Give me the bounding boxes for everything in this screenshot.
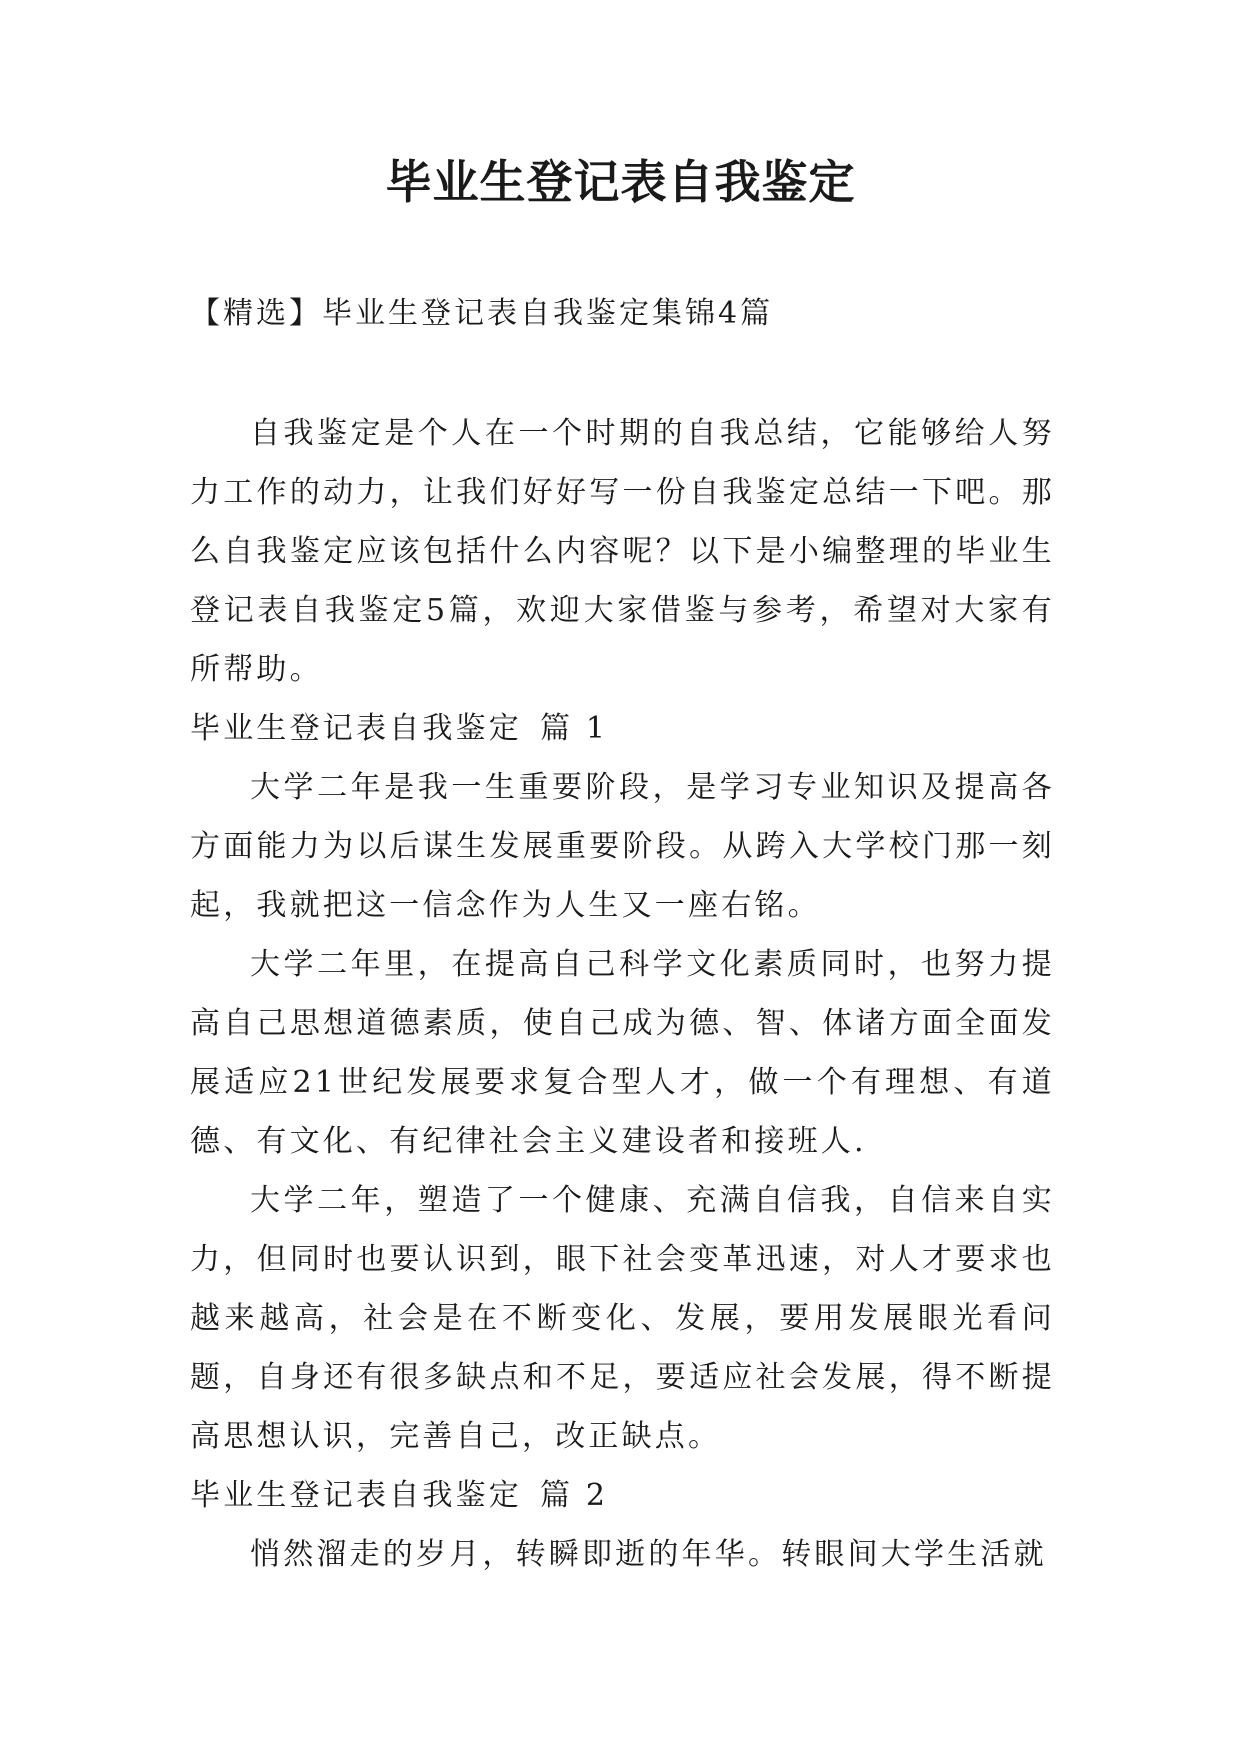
- section-2-paragraph-1: 悄然溜走的岁月，转瞬即逝的年华。转眼间大学生活就: [250, 1537, 1047, 1572]
- section-heading-1: [190, 699, 1055, 758]
- intro-paragraph: 自我鉴定是个人在一个时期的自我总结，它能够给人努力工作的动力，让我们好好写一份自我鉴定总结一下吧。那么自我鉴定应该包括什么内容呢？以下是小编整理的毕业生登记表自我鉴定5篇，欢迎大家借鉴与参考，希望对大家有所帮助。: [190, 416, 1055, 687]
- section-heading-text: 毕业生登记表自我鉴定: [190, 711, 522, 746]
- section-heading-2: [190, 1466, 1055, 1525]
- section-number: 篇 2: [540, 1478, 609, 1513]
- document-title: 毕业生登记表自我鉴定: [385, 155, 856, 209]
- section-1-paragraph-3: 大学二年，塑造了一个健康、充满自信我，自信来自实力，但同时也要认识到，眼下社会变革迅速，对人才要求也越来越高，社会是在不断变化、发展，要用发展眼光看问题，自身还有很多缺点和不足，要适应社会发展，得不断提高思想认识，完善自己，改正缺点。: [190, 1183, 1055, 1454]
- section-1-paragraph-2: 大学二年里，在提高自己科学文化素质同时，也努力提高自己思想道德素质，使自己成为德、智、体诸方面全面发展适应21世纪发展要求复合型人才，做一个有理想、有道德、有文化、有纪律社会主义建设者和接班人.: [190, 947, 1055, 1159]
- section-1-paragraph-1: 大学二年是我一生重要阶段，是学习专业知识及提高各方面能力为以后谋生发展重要阶段。从跨入大学校门那一刻起，我就把这一信念作为人生又一座右铭。: [190, 770, 1055, 923]
- document-body: [190, 404, 1055, 1584]
- section-number: 篇 1: [540, 711, 609, 746]
- section-heading-text: 毕业生登记表自我鉴定: [190, 1478, 522, 1513]
- document-subtitle: 【精选】毕业生登记表自我鉴定集锦4篇: [190, 296, 774, 331]
